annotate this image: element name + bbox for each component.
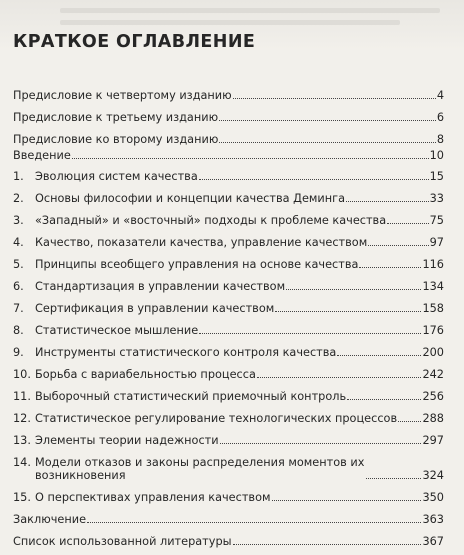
toc-entry-title: Статистическое мышление bbox=[35, 324, 199, 337]
toc-entry bbox=[13, 89, 444, 102]
toc-entry-number: 2. bbox=[13, 192, 24, 205]
toc-entry bbox=[13, 111, 444, 124]
toc-entry-title: Введение bbox=[13, 149, 71, 162]
toc-entry-page: 10 bbox=[429, 149, 444, 162]
toc-entry-page: 176 bbox=[422, 324, 444, 337]
toc-entry bbox=[13, 434, 444, 447]
dot-leader bbox=[368, 245, 428, 246]
toc-entry bbox=[13, 456, 444, 482]
toc-entry-title: Принципы всеобщего управления на основе качества bbox=[35, 258, 359, 271]
toc-entry bbox=[13, 192, 444, 205]
toc-entry-page: 288 bbox=[422, 412, 444, 425]
toc-entry-title: «Западный» и «восточный» подходы к проблеме качества bbox=[35, 214, 387, 227]
toc-entry-page: 256 bbox=[422, 390, 444, 403]
dot-leader bbox=[359, 267, 421, 268]
dot-leader bbox=[275, 311, 421, 312]
toc-entry-page: 200 bbox=[422, 346, 444, 359]
dot-leader bbox=[72, 158, 429, 159]
dot-leader bbox=[366, 478, 421, 479]
dot-leader bbox=[87, 522, 421, 523]
dot-leader bbox=[272, 500, 422, 501]
toc-entry bbox=[13, 368, 444, 381]
bleed-through-line bbox=[60, 8, 440, 13]
toc-entry-title: Заключение bbox=[13, 513, 87, 526]
toc-entry-number: 3. bbox=[13, 214, 24, 227]
toc-entry-page: 297 bbox=[422, 434, 444, 447]
toc-entry-title: Качество, показатели качества, управление качеством bbox=[35, 236, 368, 249]
toc-entry-page: 116 bbox=[422, 258, 444, 271]
toc-entry bbox=[13, 324, 444, 337]
toc-entry-number: 4. bbox=[13, 236, 24, 249]
dot-leader bbox=[233, 98, 436, 99]
table-of-contents bbox=[13, 89, 444, 548]
toc-entry-page: 134 bbox=[422, 280, 444, 293]
toc-entry-page: 97 bbox=[429, 236, 444, 249]
toc-entry-title: Модели отказов и законы распределения моментов их возникновения bbox=[35, 456, 365, 482]
dot-leader bbox=[199, 179, 429, 180]
dot-leader bbox=[219, 120, 436, 121]
toc-entry-number: 10. bbox=[13, 368, 31, 381]
toc-entry-number: 6. bbox=[13, 280, 24, 293]
toc-entry-number: 7. bbox=[13, 302, 24, 315]
toc-entry-title: Предисловие к четвертому изданию bbox=[13, 89, 232, 102]
toc-entry-page: 8 bbox=[436, 133, 444, 146]
toc-entry-title: Эволюция систем качества bbox=[35, 170, 198, 183]
toc-entry-page: 75 bbox=[429, 214, 444, 227]
dot-leader bbox=[387, 223, 428, 224]
toc-entry-title: Основы философии и концепции качества Деминга bbox=[35, 192, 346, 205]
toc-entry-page: 33 bbox=[429, 192, 444, 205]
toc-entry-title: Стандартизация в управлении качеством bbox=[35, 280, 286, 293]
toc-entry-number: 14. bbox=[13, 456, 31, 469]
toc-entry bbox=[13, 214, 444, 227]
toc-entry-number: 13. bbox=[13, 434, 31, 447]
toc-entry-page: 15 bbox=[429, 170, 444, 183]
toc-entry-page: 6 bbox=[436, 111, 444, 124]
toc-entry bbox=[13, 346, 444, 359]
toc-entry-number: 12. bbox=[13, 412, 31, 425]
toc-entry bbox=[13, 390, 444, 403]
dot-leader bbox=[398, 421, 421, 422]
toc-entry bbox=[13, 149, 444, 162]
toc-entry bbox=[13, 412, 444, 425]
toc-entry-title: О перспективах управления качеством bbox=[35, 491, 271, 504]
dot-leader bbox=[346, 201, 429, 202]
toc-entry-page: 367 bbox=[422, 535, 444, 548]
toc-entry-title: Статистическое регулирование технологических процессов bbox=[35, 412, 398, 425]
bleed-through-line bbox=[60, 20, 400, 25]
toc-entry-page: 324 bbox=[422, 469, 444, 482]
dot-leader bbox=[286, 289, 421, 290]
dot-leader bbox=[220, 443, 422, 444]
toc-entry-title: Борьба с вариабельностью процесса bbox=[35, 368, 256, 381]
toc-entry-title: Выборочный статистический приемочный контроль bbox=[35, 390, 347, 403]
toc-entry-page: 350 bbox=[422, 491, 444, 504]
dot-leader bbox=[199, 333, 421, 334]
toc-entry-title: Предисловие к третьему изданию bbox=[13, 111, 219, 124]
toc-entry-page: 158 bbox=[422, 302, 444, 315]
toc-entry-number: 9. bbox=[13, 346, 24, 359]
toc-entry bbox=[13, 170, 444, 183]
page-title: КРАТКОЕ ОГЛАВЛЕНИЕ bbox=[13, 32, 256, 52]
toc-entry-title: Список использованной литературы bbox=[13, 535, 232, 548]
toc-entry-page: 242 bbox=[422, 368, 444, 381]
toc-entry bbox=[13, 280, 444, 293]
toc-entry bbox=[13, 535, 444, 548]
dot-leader bbox=[347, 399, 421, 400]
toc-entry-number: 11. bbox=[13, 390, 31, 403]
toc-entry-page: 4 bbox=[436, 89, 444, 102]
toc-entry-title: Предисловие ко второму изданию bbox=[13, 133, 219, 146]
dot-leader bbox=[337, 355, 421, 356]
toc-entry bbox=[13, 258, 444, 271]
toc-entry-number: 15. bbox=[13, 491, 31, 504]
toc-entry bbox=[13, 302, 444, 315]
dot-leader bbox=[233, 544, 422, 545]
toc-entry-number: 8. bbox=[13, 324, 24, 337]
dot-leader bbox=[257, 377, 422, 378]
dot-leader bbox=[219, 142, 435, 143]
toc-entry-title: Элементы теории надежности bbox=[35, 434, 219, 447]
toc-entry-page: 363 bbox=[422, 513, 444, 526]
toc-entry-title: Инструменты статистического контроля качества bbox=[35, 346, 337, 359]
toc-entry-title: Сертификация в управлении качеством bbox=[35, 302, 275, 315]
toc-entry bbox=[13, 133, 444, 146]
toc-entry bbox=[13, 236, 444, 249]
toc-entry-number: 1. bbox=[13, 170, 24, 183]
toc-entry bbox=[13, 513, 444, 526]
toc-entry bbox=[13, 491, 444, 504]
toc-entry-number: 5. bbox=[13, 258, 24, 271]
